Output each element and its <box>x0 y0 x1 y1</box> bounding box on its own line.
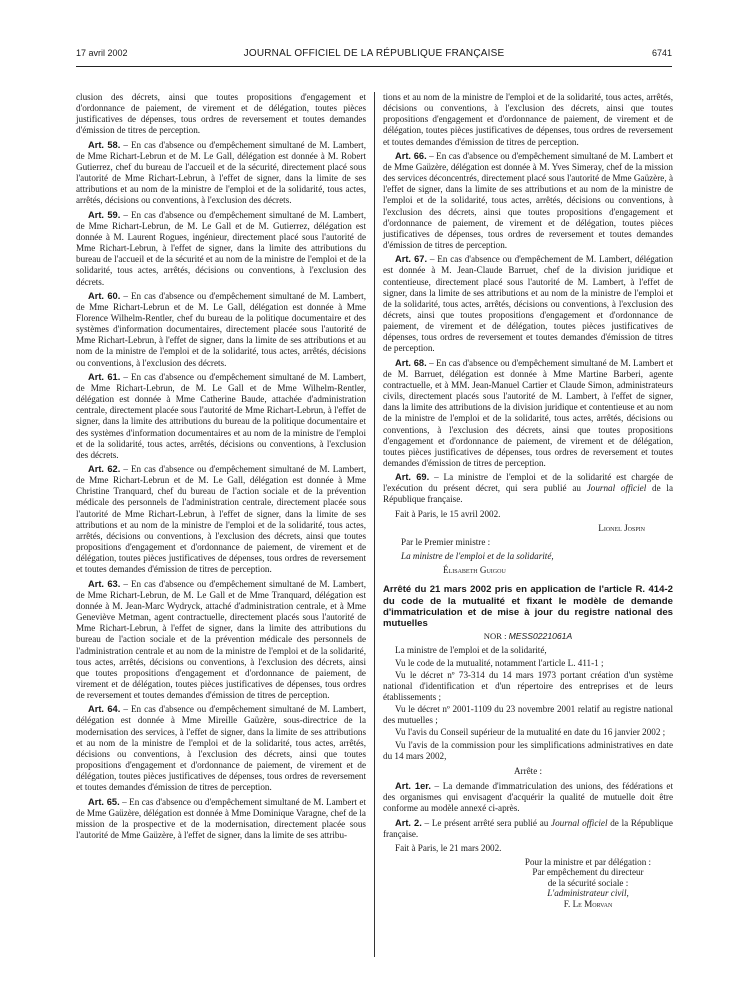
article-text: – En cas d'absence ou d'empêchement simultané de M. Lambert, de Mme Richart-Lebrun et de M. Le Gall, délégation est donnée à Mme Christine Tranquard, chef du bureau de l'action sociale et de la prévention médicale des personnels de l'administration centrale, directement placée sous l'autorité de Mme Richart-Lebrun, à l'effet de signer, dans la limite de ses attributions et au nom de la ministre de l'emploi et de la solidarité, tous actes, arrêtés, décisions ou conventions, à l'exclusion des décrets, ainsi que toutes propositions d'engagement et d'ordonnance de paiement, de virement et de délégation, toutes pièces justificatives de dépenses, tous ordres de reversement et toutes demandes d'émission de titres de perception. <box>76 464 366 575</box>
arrete-title: Arrêté du 21 mars 2002 pris en application de l'article R. 414-2 du code de la mutualité et fixant le modèle de demande d'immatriculation et de mise à jour du registre national des mutuelles <box>383 584 673 630</box>
arrete-article-2 <box>383 818 673 840</box>
article-label: Art. 68. <box>395 357 427 368</box>
article-text: – La demande d'immatriculation des unions, des fédérations et des organismes qui envisagent d'acquérir la qualité de mutuelle doit être conforme au modèle annexé ci-après. <box>383 781 674 814</box>
article-label: Art. 58. <box>88 139 121 150</box>
article-63 <box>76 579 366 702</box>
article-text: – En cas d'absence ou d'empêchement simultané de M. Lambert, de Mme Richart-Lebrun et de M. Le Gall, délégation est donnée à Mme Florence Wilhelm-Rentler, chef du bureau de la politique documentaire et des systèmes d'information documentaires, directement placée sous l'autorité de Mme Richart-Lebrun, à l'effet de signer, dans la limite de ses attributions et au nom de la ministre de l'emploi et de la solidarité, tous actes, arrêtés, décisions ou conventions, à l'exclusion des décrets. <box>76 290 366 368</box>
visa-5: Vu l'avis de la commission pour les simplifications administratives en date du 14 mars 2002, <box>383 739 673 761</box>
fait-a-paris-2: Fait à Paris, le 21 mars 2002. <box>395 842 502 853</box>
journal-title: JOURNAL OFFICIEL DE LA RÉPUBLIQUE FRANÇAISE <box>243 48 505 59</box>
fait-a-paris-1: Fait à Paris, le 15 avril 2002. <box>395 508 501 519</box>
article-text: – En cas d'absence ou d'empêchement simultané de M. Lambert, de Mme Richart-Lebrun, de M. Le Gall et de Mme Tranquard, délégation est donnée à M. Jean-Marc Wydryck, attaché d'administration centrale, et à Mme Geneviève Metman, agent contractuelle, directement placés sous l'autorité de Mme Richart-Lebrun, à l'effet de signer, dans la limite des attributions du bureau de l'action sociale et de la prévention médicale des personnels de l'administration centrale et au nom de la ministre de l'emploi et de la solidarité, tous actes, arrêtés, décisions ou conventions, à l'exclusion des décrets, ainsi que toutes propositions d'engagement et d'ordonnance de paiement, de virement et de délégation, toutes pièces justificatives de dépenses, tous ordres de reversement et toutes demandes d'émission de titres de perception. <box>76 578 366 701</box>
article-label: Art. 63. <box>88 578 121 589</box>
article-label: Art. 59. <box>88 209 121 220</box>
signature-block-2 <box>503 857 673 909</box>
article-text: – En cas d'absence ou d'empêchement simultané de M. Lambert et de Mme Gaüzère, délégation est donnée à M. Yves Simeray, chef de la mission des services déconcentrés, directement placé sous l'autorité de Mme Gaüzère, à l'effet de signer, dans la limite de ses attributions et au nom de la ministre de l'emploi et de la solidarité, tous actes, arrêtés, décisions ou conventions, à l'exclusion des décrets, ainsi que toutes propositions d'engagement et d'ordonnance de paiement, de virement et de délégation, toutes pièces justificatives de dépenses, tous ordres de reversement et toutes demandes d'émission de titres de perception. <box>383 150 673 251</box>
article-label: Art. 62. <box>88 464 121 474</box>
visa-minister: La ministre de l'emploi et de la solidarité, <box>395 645 547 656</box>
article-text: – En cas d'absence ou d'empêchement simultané de M. Lambert, de Mme Richart-Lebrun et de M. Le Gall, délégation est donnée à M. Robert Gutierrez, chef du bureau de l'accueil et de la sécurité, directement placé sous l'autorité de Mme Richart-Lebrun, à l'effet de signer, dans la limite de ses attributions et au nom de la ministre de l'emploi et de la solidarité, tous actes, arrêtés, décisions ou conventions, à l'exclusion des décrets. <box>76 139 366 206</box>
signature-line: Pour la ministre et par délégation : <box>524 857 652 868</box>
signature-role: L'administrateur civil, <box>547 888 629 899</box>
article-text: – En cas d'absence ou d'empêchement simultané de M. Lambert, de Mme Richart-Lebrun, de M. Le Gall et de Mme Wilhelm-Rentler, délégation est donnée à Mme Catherine Baude, attachée d'administration centrale, directement placée sous l'autorité de Mme Richart-Lebrun, à l'effet de signer, dans la limite des attributions du bureau de la politique documentaire et des systèmes d'information documentaires et au nom de la ministre de l'emploi et de la solidarité, tous actes, arrêtés, décisions ou conventions, à l'exclusion des décrets. <box>76 371 366 460</box>
article-61 <box>76 372 366 461</box>
visa-4: Vu l'avis du Conseil supérieur de la mutualité en date du 16 janvier 2002 ; <box>395 727 666 738</box>
header-rule <box>76 66 672 67</box>
article-69 <box>383 472 673 505</box>
article-label: Art. 65. <box>88 796 120 807</box>
article-67 <box>383 254 673 354</box>
journal-officiel-ref: Journal officiel <box>586 483 647 494</box>
left-column <box>76 92 366 844</box>
article-label: Art. 2. <box>395 817 422 828</box>
article-text: – En cas d'absence ou d'empêchement simultané de M. Lambert, délégation est donnée à Mme Mireille Gaüzère, sous-directrice de la modernisation des services, à l'effet de signer, dans la limite de ses attributions et au nom de la ministre de l'emploi et de la solidarité, tous actes, arrêtés, décisions ou conventions, à l'exclusion des décrets, ainsi que toutes propositions d'engagement et d'ordonnance de paiement, de virement et de délégation, toutes pièces justificatives de dépenses, tous ordres de reversement et toutes demandes d'émission de titres de perception. <box>76 704 366 793</box>
nor-label: NOR : <box>483 631 509 642</box>
article-text: – La ministre de l'emploi et de la solidarité est chargée de l'exécution du présent décret, qui sera publié au <box>383 472 673 494</box>
signature-line: Par empêchement du directeur <box>532 867 644 878</box>
page-number: 6741 <box>651 48 672 58</box>
article-text: – En cas d'absence ou d'empêchement simultané de M. Lambert et de Mme Gaüzère, délégation est donnée à Mme Dominique Varagne, chef de la mission de la prospective et de la modernisation, directement placée sous l'autorité de Mme Gaüzère, à l'effet de signer, dans la limite de ses attribu- <box>76 796 366 840</box>
article-text-end: de la République française. <box>383 817 673 839</box>
nor-reference <box>383 631 673 642</box>
right-column <box>383 92 673 909</box>
page-header <box>76 48 672 62</box>
arrete-article-1 <box>383 781 673 814</box>
article-58 <box>76 140 366 207</box>
journal-officiel-ref: Journal officiel <box>551 817 608 828</box>
visa-3: Vu le décret nº 2001-1109 du 23 novembre 2001 relatif au registre national des mutuelles ; <box>383 704 673 726</box>
article-65 <box>76 797 366 842</box>
signature-by-line: Par le Premier ministre : <box>401 536 491 547</box>
header-date: 17 avril 2002 <box>76 48 128 58</box>
article-label: Art. 60. <box>88 290 121 301</box>
article-59 <box>76 210 366 288</box>
signature-line: de la sécurité sociale : <box>547 877 629 888</box>
article-text: – En cas d'absence ou d'empêchement simultané de M. Lambert, de Mme Richart-Lebrun, de M. Le Gall et de M. Gutierrez, délégation est donnée à M. Laurent Rogues, ingénieur, directement placé sous l'autorité de Mme Richart-Lebrun, à l'effet de signer, dans la limite des attributions du bureau de l'accueil et de la sécurité et au nom de la ministre de l'emploi et de la solidarité, tous actes, arrêtés, décisions ou conventions, à l'exclusion des décrets. <box>76 209 366 287</box>
article-label: Art. 66. <box>395 150 427 161</box>
article-text: – Le présent arrêté sera publié au <box>421 817 552 828</box>
column-divider <box>374 92 375 957</box>
paragraph-continuation: clusion des décrets, ainsi que toutes propositions d'engagement et d'ordonnance de paiement, de virement et de délégation, toutes pièces justificatives de dépenses, tous ordres de reversement et toutes demandes d'émission de titres de perception. <box>76 92 366 136</box>
signature-name: F. Le Morvan <box>563 898 613 909</box>
visa-1: Vu le code de la mutualité, notamment l'article L. 411-1 ; <box>395 657 604 668</box>
article-62 <box>76 464 366 576</box>
article-label: Art. 69. <box>395 472 430 483</box>
arrete-word: Arrête : <box>513 765 543 776</box>
article-text-end: de la République française. <box>383 483 673 505</box>
article-64 <box>76 704 366 793</box>
article-text: – En cas d'absence ou d'empêchement simultané de M. Lambert et de M. Barruet, délégation est donnée à Mme Martine Barberi, agente contractuelle, et à MM. Jean-Manuel Cartier et Claude Simon, administrateurs civils, directement placés sous l'autorité de M. Lambert, à l'effet de signer, dans la limite des attributions de la division juridique et contentieuse et au nom de la ministre de l'emploi et de la solidarité, tous actes, arrêtés, décisions ou conventions, à l'exclusion des décrets, ainsi que toutes propositions d'engagement et d'ordonnance de paiement, de virement et de délégation, toutes pièces justificatives de dépenses, tous ordres de reversement et toutes demandes d'émission de titres de perception. <box>383 357 673 468</box>
article-66 <box>383 151 673 251</box>
signature-name: Lionel Jospin <box>598 522 645 533</box>
paragraph-continuation: tions et au nom de la ministre de l'emploi et de la solidarité, tous actes, arrêtés, décisions ou conventions, à l'exclusion des décrets, ainsi que toutes propositions d'engagement et d'ordonnance de paiement, de virement et de délégation, toutes pièces justificatives de dépenses, tous ordres de reversement et toutes demandes d'émission de titres de perception. <box>383 92 673 147</box>
article-60 <box>76 291 366 369</box>
article-text: – En cas d'absence ou d'empêchement de M. Lambert, délégation est donnée à M. Jean-Claude Barruet, chef de la division juridique et contentieuse, directement placé sous l'autorité de M. Lambert, à l'effet de signer, dans la limite de ses attributions et au nom de la ministre de l'emploi et de la solidarité, tous actes, arrêtés, décisions ou conventions, à l'exclusion des décrets, ainsi que toutes propositions d'engagement et d'ordonnance de paiement, de virement et de délégation, toutes pièces justificatives de dépenses, tous ordres de reversement et toutes demandes d'émission de titres de perception. <box>383 254 673 354</box>
visa-2: Vu le décret nº 73-314 du 14 mars 1973 portant création d'un système national d'identification et d'un répertoire des entreprises et de leurs établissements ; <box>383 669 673 702</box>
article-label: Art. 67. <box>395 254 428 265</box>
article-68 <box>383 358 673 470</box>
article-label: Art. 64. <box>88 704 121 715</box>
article-label: Art. 61. <box>88 371 121 382</box>
nor-code: MESS0221061A <box>508 631 573 642</box>
article-label: Art. 1er. <box>395 781 431 792</box>
signature-role: La ministre de l'emploi et de la solidarité, <box>401 551 554 562</box>
signature-name-2: Élisabeth Guigou <box>443 565 506 576</box>
